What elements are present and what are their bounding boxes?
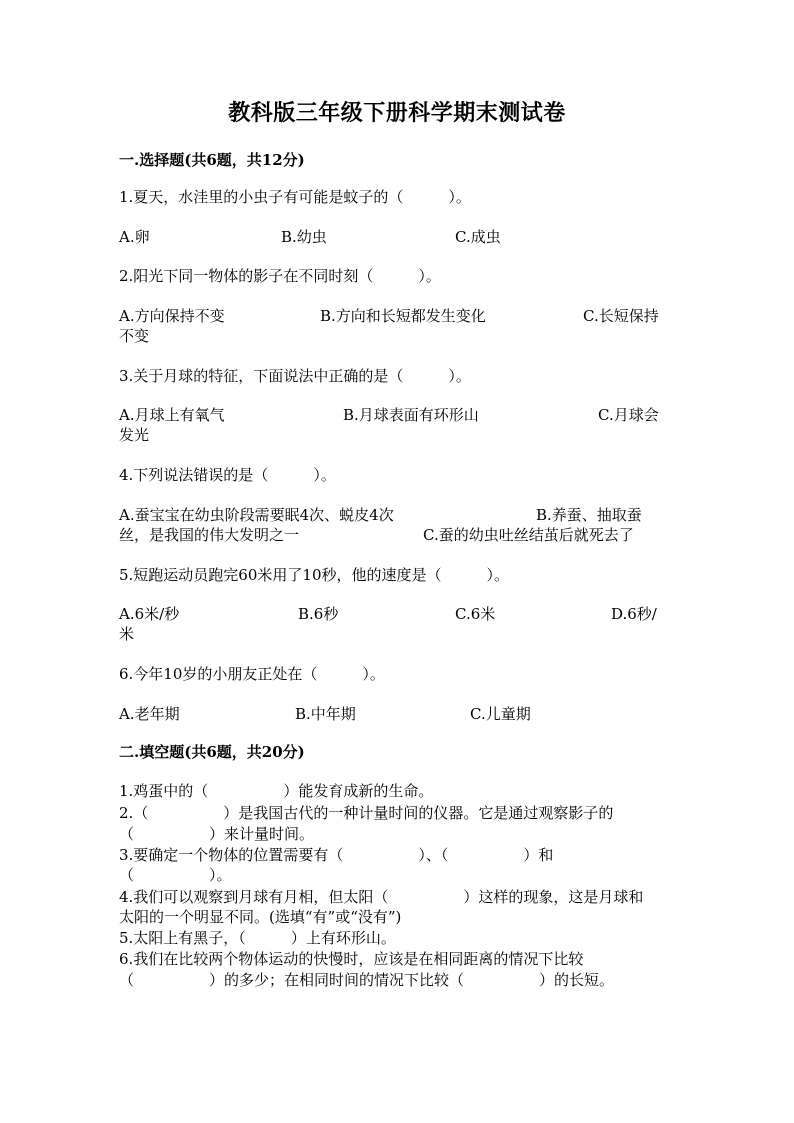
question-2-option-c-wrap: 不变 — [119, 327, 150, 345]
fill-line-4: 3.要确定一个物体的位置需要有（ ）、（ ）和 — [119, 846, 554, 864]
fill-line-8: 5.太阳上有黑子，（ ）上有环形山。 — [119, 929, 396, 947]
question-4-option-b-wrap: 丝，是我国的伟大发明之一 — [119, 526, 300, 544]
question-1-option-b: B.幼虫 — [281, 228, 327, 246]
question-2-stem: 2.阳光下同一物体的影子在不同时刻（ ）。 — [119, 267, 441, 285]
question-3-option-c: C.月球会 — [598, 406, 659, 424]
question-6-option-c: C.儿童期 — [470, 705, 531, 723]
question-6-stem: 6.今年10岁的小朋友正处在（ ）。 — [119, 665, 385, 683]
question-2-option-c: C.长短保持 — [583, 307, 659, 325]
section-heading-fill: 二.填空题(共6题，共20分) — [119, 743, 305, 761]
fill-line-9: 6.我们在比较两个物体运动的快慢时，应该是在相同距离的情况下比较 — [119, 950, 584, 968]
question-2-option-a: A.方向保持不变 — [119, 307, 225, 325]
question-4-option-b: B.养蚕、抽取蚕 — [536, 506, 642, 524]
section-heading-choice: 一.选择题(共6题，共12分) — [119, 151, 305, 169]
question-6-option-b: B.中年期 — [295, 705, 356, 723]
question-3-option-a: A.月球上有氧气 — [119, 406, 225, 424]
fill-line-7: 太阳的一个明显不同。(选填“有”或“没有”) — [119, 908, 402, 926]
question-1-option-a: A.卵 — [119, 228, 150, 246]
fill-line-10: （ ）的多少；在相同时间的情况下比较（ ）的长短。 — [119, 971, 615, 989]
question-1-option-c: C.成虫 — [455, 228, 501, 246]
question-2-option-b: B.方向和长短都发生变化 — [320, 307, 486, 325]
question-1-stem: 1.夏天，水洼里的小虫子有可能是蚊子的（ ）。 — [119, 188, 471, 206]
fill-line-5: （ ）。 — [119, 866, 232, 884]
question-4-stem: 4.下列说法错误的是（ ）。 — [119, 466, 336, 484]
fill-line-6: 4.我们可以观察到月球有月相，但太阳（ ）这样的现象，这是月球和 — [119, 888, 644, 906]
question-3-option-b: B.月球表面有环形山 — [343, 406, 479, 424]
page-title: 教科版三年级下册科学期末测试卷 — [228, 100, 566, 126]
question-5-option-b: B.6秒 — [298, 605, 339, 623]
fill-line-1: 1.鸡蛋中的（ ）能发育成新的生命。 — [119, 782, 434, 800]
question-5-stem: 5.短跑运动员跑完60米用了10秒，他的速度是（ ）。 — [119, 566, 509, 584]
question-5-option-a: A.6米/秒 — [119, 605, 180, 623]
question-3-stem: 3.关于月球的特征，下面说法中正确的是（ ）。 — [119, 367, 471, 385]
fill-line-2: 2.（ ）是我国古代的一种计量时间的仪器。它是通过观察影子的 — [119, 804, 614, 822]
question-5-option-c: C.6米 — [455, 605, 496, 623]
fill-line-3: （ ）来计量时间。 — [119, 825, 315, 843]
question-3-option-c-wrap: 发光 — [119, 426, 150, 444]
question-6-option-a: A.老年期 — [119, 705, 180, 723]
question-5-option-d-wrap: 米 — [119, 625, 135, 643]
question-4-option-c: C.蚕的幼虫吐丝结茧后就死去了 — [423, 526, 634, 544]
question-4-option-a: A.蚕宝宝在幼虫阶段需要眠4次、蜕皮4次 — [119, 506, 394, 524]
question-5-option-d: D.6秒/ — [611, 605, 657, 623]
